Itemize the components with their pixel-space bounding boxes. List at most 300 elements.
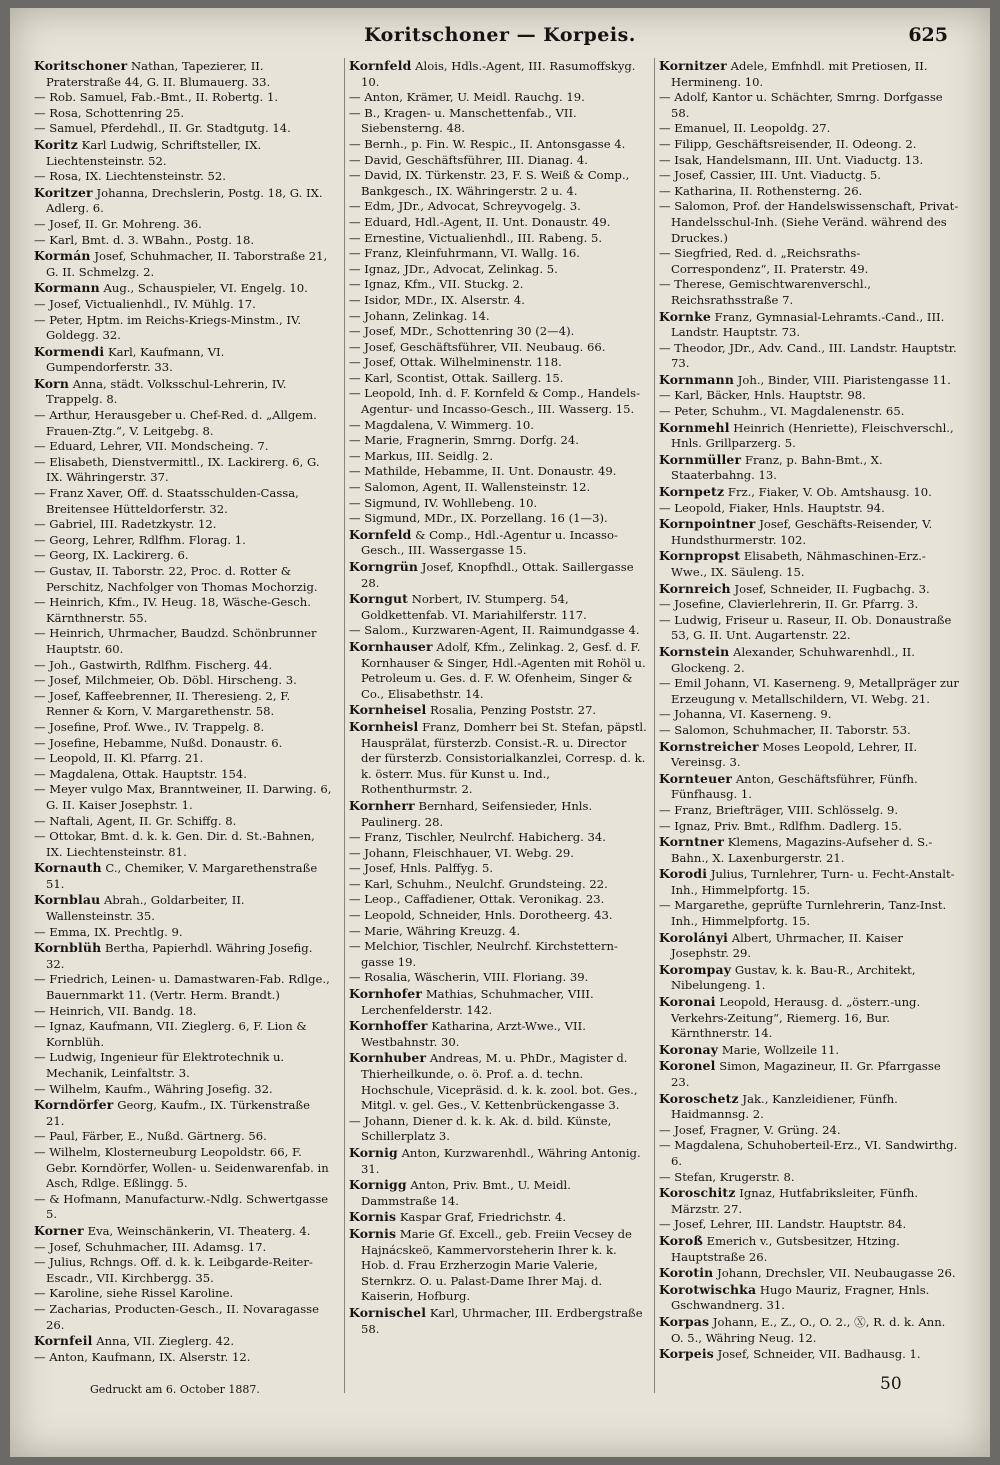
directory-entry — [349, 480, 647, 496]
entry-text: Ignaz, Hutfabriksleiter, Fünfh. Märzstr. 27. — [671, 1186, 919, 1216]
directory-entry — [34, 814, 332, 830]
directory-entry — [34, 1350, 332, 1366]
directory-entry — [349, 1114, 647, 1145]
directory-entry — [34, 1255, 332, 1286]
entry-text: — Marie, Fragnerin, Smrng. Dorfg. 24. — [349, 433, 579, 448]
directory-entry — [659, 137, 959, 153]
entry-text: — Peter, Hptm. im Reichs-Kriegs-Minstm., IV. Goldegg. 32. — [34, 312, 302, 343]
entry-text: Joh., Binder, VIII. Piaristengasse 11. — [737, 372, 951, 387]
directory-entry — [34, 1082, 332, 1098]
entry-text: — Franz, Tischler, Neulrchf. Habicherg. 34. — [349, 830, 606, 845]
directory-entry — [659, 994, 959, 1042]
directory-entry — [349, 702, 647, 719]
entry-surname: Korngrün — [349, 559, 419, 574]
directory-entry — [34, 517, 332, 533]
entry-surname: Kornstreicher — [659, 738, 759, 754]
entry-text: — Ignaz, Kfm., VII. Stuckg. 2. — [349, 277, 524, 292]
entry-text: — Leopold, Inh. d. F. Kornfeld & Comp., Handels-Agentur- und Incasso-Gesch., III. Wasserg. 15. — [349, 386, 640, 417]
entry-text: — Paul, Färber, E., Nußd. Gärtnerg. 56. — [34, 1129, 267, 1144]
entry-text: — Josef, Schuhmacher, III. Adamsg. 17. — [34, 1239, 267, 1254]
entry-text: Karl, Uhrmacher, III. Erdbergstraße 58. — [361, 1305, 643, 1336]
directory-entry — [659, 581, 959, 598]
entry-surname: Korompay — [659, 961, 732, 977]
entry-text: — Josef, Milchmeier, Ob. Döbl. Hirscheng. 3. — [34, 673, 297, 688]
directory-entry — [349, 719, 647, 798]
directory-entry — [659, 388, 959, 404]
directory-entry — [34, 121, 332, 137]
directory-entry — [349, 1050, 647, 1113]
directory-entry — [349, 449, 647, 465]
directory-page — [10, 8, 990, 1457]
entry-text: — Stefan, Krugerstr. 8. — [659, 1169, 795, 1184]
page-header — [10, 22, 990, 58]
entry-text: — Adolf, Kantor u. Schächter, Smrng. Dorfgasse 58. — [659, 90, 943, 120]
entry-surname: Korn — [34, 375, 70, 391]
directory-entry — [349, 892, 647, 908]
entry-surname: Kornmehl — [659, 419, 730, 435]
entry-text: — Rob. Samuel, Fab.-Bmt., II. Robertg. 1. — [34, 90, 279, 105]
directory-entry — [659, 501, 959, 517]
entry-surname: Kornpetz — [659, 484, 725, 500]
directory-entry — [659, 1314, 959, 1346]
entry-text: Hugo Mauriz, Fragner, Hnls. Gschwandnerg. 31. — [671, 1282, 930, 1313]
directory-entry — [659, 930, 959, 962]
directory-entry — [349, 908, 647, 924]
entry-text: Anton, Kurzwarenhdl., Währing Antonig. 31. — [361, 1145, 641, 1176]
directory-entry — [34, 58, 332, 90]
running-title: Koritschoner — Korpeis. — [364, 24, 636, 46]
directory-entry — [34, 455, 332, 486]
entry-text: Karl Ludwig, Schriftsteller, IX. Liechtensteinstr. 52. — [46, 137, 262, 168]
entry-text: Elisabeth, Nähmaschinen-Erz.-Wwe., IX. Säuleng. 15. — [671, 549, 926, 579]
entry-text: — Georg, Lehrer, Rdlfhm. Florag. 1. — [34, 532, 246, 547]
entry-text: — Katharina, II. Rothensterng. 26. — [659, 183, 863, 198]
entry-text: — Naftali, Agent, II. Gr. Schiffg. 8. — [34, 813, 237, 828]
directory-entry — [349, 939, 647, 970]
entry-surname: Koronai — [659, 994, 716, 1010]
entry-text: Andreas, M. u. PhDr., Magister d. Thierheilkunde, o. ö. Prof. a. d. techn. Hochschule, Vicepräsid. d. k. k. zool. bot. Ges., Mitgl. v. gel. Ges., V. Kettenbrückengasse 3. — [361, 1051, 638, 1113]
entry-surname: Kornis — [349, 1225, 397, 1241]
directory-entry — [349, 231, 647, 247]
directory-entry — [34, 1333, 332, 1350]
directory-entry — [349, 846, 647, 862]
directory-entry — [659, 739, 959, 771]
entry-surname: Kornherr — [349, 797, 415, 813]
entry-surname: Korndörfer — [34, 1097, 114, 1113]
directory-entry — [349, 153, 647, 169]
entry-text: — Josef, MDr., Schottenring 30 (2—4). — [349, 324, 575, 339]
entry-text: — Isidor, MDr., IX. Alserstr. 4. — [349, 292, 525, 307]
directory-entry — [659, 676, 959, 707]
directory-entry — [34, 689, 332, 720]
directory-entry — [349, 371, 647, 387]
directory-entry — [34, 106, 332, 122]
entry-surname: Kornfeld — [349, 58, 412, 73]
directory-entry — [34, 248, 332, 280]
entry-text: — Bernh., p. Fin. W. Respic., II. Antonsgasse 4. — [349, 136, 626, 151]
entry-text: Josef, Schneider, II. Fugbachg. 3. — [734, 581, 930, 596]
directory-entry — [659, 644, 959, 676]
entry-text: Josef, Schneider, VII. Badhausg. 1. — [717, 1347, 921, 1362]
entry-surname: Kornigg — [349, 1177, 407, 1193]
directory-entry — [34, 233, 332, 249]
entry-text: — Joh., Gastwirth, Rdlfhm. Fischerg. 44. — [34, 657, 273, 672]
entry-surname: Kornhoffer — [349, 1018, 428, 1034]
directory-entry — [349, 1226, 647, 1305]
entry-text: — Johann, Fleischhauer, VI. Webg. 29. — [349, 845, 574, 860]
directory-entry — [34, 280, 332, 297]
entry-surname: Kornreich — [659, 580, 731, 596]
entry-text: — Josef, Victualienhdl., IV. Mühlg. 17. — [34, 296, 256, 311]
directory-entry — [349, 639, 647, 702]
directory-entry — [34, 972, 332, 1003]
entry-text: — Anton, Kaufmann, IX. Alserstr. 12. — [34, 1349, 251, 1364]
entry-text: — David, IX. Türkenstr. 23, F. S. Weiß & Comp., Bankgesch., IX. Währingerstr. 2 u. 4. — [349, 168, 630, 198]
directory-entry — [659, 1265, 959, 1282]
entry-text: Karl, Kaufmann, VI. Gumpendorferstr. 33. — [46, 344, 225, 375]
directory-entry — [659, 90, 959, 121]
directory-entry — [349, 90, 647, 106]
directory-entry — [349, 1209, 647, 1226]
column-1 — [34, 58, 332, 1365]
directory-entry — [34, 90, 332, 106]
entry-surname: Koritschoner — [34, 58, 128, 73]
directory-entry — [659, 1282, 959, 1314]
entry-text: — Karoline, siehe Rissel Karoline. — [34, 1286, 234, 1301]
directory-entry — [34, 1050, 332, 1081]
directory-entry — [349, 527, 647, 559]
directory-entry — [349, 58, 647, 90]
entry-surname: Korolányi — [659, 929, 729, 945]
entry-text: — Franz Xaver, Off. d. Staatsschulden-Cassa, Breitensee Hütteldorferstr. 32. — [34, 486, 299, 516]
directory-entry — [34, 751, 332, 767]
entry-surname: Kornhauser — [349, 638, 433, 654]
directory-entry — [34, 658, 332, 674]
entry-text: Gustav, k. k. Bau-R., Architekt, Nibelungeng. 1. — [671, 962, 916, 993]
entry-text: Josef, Geschäfts-Reisender, V. Hundsthurmerstr. 102. — [671, 517, 933, 547]
entry-text: — Ludwig, Friseur u. Raseur, II. Ob. Donaustraße 53, G. II. Unt. Augartenstr. 22. — [659, 612, 952, 643]
entry-text: Josef, Schuhmacher, II. Taborstraße 21, G. II. Schmelzg. 2. — [46, 249, 328, 279]
directory-entry — [349, 418, 647, 434]
entry-text: — Franz, Briefträger, VIII. Schlösselg. 9. — [659, 802, 899, 817]
entry-text: Franz, Gymnasial-Lehramts.-Cand., III. Landstr. Hauptstr. 73. — [671, 309, 945, 340]
entry-surname: Kornpropst — [659, 548, 741, 564]
entry-text: Marie, Wollzeile 11. — [721, 1042, 840, 1057]
entry-text: — Karl, Scontist, Ottak. Saillerg. 15. — [349, 370, 564, 385]
entry-text: — Filipp, Geschäftsreisender, II. Odeong. 2. — [659, 136, 917, 151]
entry-text: Anton, Priv. Bmt., U. Meidl. Dammstraße 14. — [361, 1178, 571, 1208]
directory-entry — [34, 892, 332, 924]
entry-text: — Josef, Geschäftsführer, VII. Neubaug. 66. — [349, 339, 606, 354]
directory-entry — [349, 168, 647, 199]
entry-text: — Meyer vulgo Max, Branntweiner, II. Darwing. 6, G. II. Kaiser Josephstr. 1. — [34, 782, 332, 812]
entry-text: — Josef, Kaffeebrenner, II. Theresieng. 2, F. Renner & Korn, V. Margarethenstr. 58. — [34, 688, 291, 719]
print-date: Gedruckt am 6. October 1887. — [90, 1383, 260, 1396]
directory-entry — [349, 137, 647, 153]
entry-text: — Mathilde, Hebamme, II. Unt. Donaustr. 49. — [349, 464, 617, 479]
directory-entry — [34, 829, 332, 860]
entry-text: — Anton, Krämer, U. Meidl. Rauchg. 19. — [349, 90, 585, 105]
entry-text: — Johann, Diener d. k. k. Ak. d. bild. Künste, Schillerplatz 3. — [349, 1113, 612, 1144]
directory-entry — [34, 564, 332, 595]
directory-entry — [659, 246, 959, 277]
entry-text: Moses Leopold, Lehrer, II. Vereinsg. 3. — [671, 739, 918, 770]
entry-text: — Ernestine, Victualienhdl., III. Rabeng. 5. — [349, 230, 603, 245]
entry-text: — Josef, Cassier, III. Unt. Viaductg. 5. — [659, 168, 881, 183]
directory-entry — [34, 782, 332, 813]
directory-entry — [659, 1217, 959, 1233]
entry-surname: Kornmann — [659, 371, 735, 387]
directory-entry — [34, 217, 332, 233]
directory-entry — [34, 1302, 332, 1333]
entry-surname: Koritz — [34, 136, 78, 152]
directory-entry — [659, 1346, 959, 1363]
directory-entry — [34, 1004, 332, 1020]
directory-entry — [659, 1138, 959, 1169]
directory-entry — [34, 486, 332, 517]
directory-entry — [659, 452, 959, 484]
entry-surname: Kornblüh — [34, 940, 102, 956]
directory-entry — [349, 293, 647, 309]
entry-surname: Kornauth — [34, 860, 102, 876]
entry-surname: Kormann — [34, 280, 100, 296]
entry-text: — Magdalena, Schuhoberteil-Erz., VI. Sandwirthg. 6. — [659, 1138, 958, 1168]
directory-entry — [349, 1145, 647, 1177]
entry-text: — Theodor, JDr., Adv. Cand., III. Landstr. Hauptstr. 73. — [659, 340, 957, 371]
directory-entry — [659, 341, 959, 372]
directory-entry — [34, 626, 332, 657]
directory-entry — [659, 771, 959, 803]
entry-text: — Heinrich, Kfm., IV. Heug. 18, Wäsche-Gesch. Kärnthnerstr. 55. — [34, 595, 311, 625]
entry-text: Rosalia, Penzing Poststr. 27. — [430, 703, 597, 718]
directory-entry — [349, 798, 647, 830]
directory-entry — [34, 548, 332, 564]
entry-text: Leopold, Herausg. d. „österr.-ung. Verkehrs-Zeitung“, Riemerg. 16, Bur. Kärnthnerstr. 14. — [671, 995, 921, 1041]
entry-surname: Kornteuer — [659, 770, 733, 786]
directory-entry — [34, 673, 332, 689]
entry-text: Anna, städt. Volksschul-Lehrerin, IV. Trappelg. 8. — [46, 376, 287, 407]
directory-entry — [349, 1177, 647, 1209]
directory-entry — [659, 199, 959, 246]
directory-entry — [659, 1233, 959, 1265]
directory-entry — [349, 924, 647, 940]
directory-entry — [34, 1240, 332, 1256]
entry-text: — Salomon, Schuhmacher, II. Taborstr. 53. — [659, 722, 911, 737]
directory-entry — [34, 533, 332, 549]
entry-text: — Siegfried, Red. d. „Reichsraths-Correspondenz“, II. Praterstr. 49. — [659, 246, 869, 276]
entry-text: — Leopold, Fiaker, Hnls. Hauptstr. 94. — [659, 500, 885, 515]
directory-entry — [349, 877, 647, 893]
entry-text: Julius, Turnlehrer, Turn- u. Fecht-Anstalt-Inh., Himmelpfortg. 15. — [671, 867, 955, 897]
directory-entry — [659, 1091, 959, 1123]
directory-entry — [34, 439, 332, 455]
entry-text: — Emma, IX. Prechtlg. 9. — [34, 924, 183, 939]
entry-text: — Ignaz, Kaufmann, VII. Zieglerg. 6, F. Lion & Kornblüh. — [34, 1019, 307, 1049]
directory-entry — [349, 246, 647, 262]
entry-text: — Samuel, Pferdehdl., II. Gr. Stadtgutg. 14. — [34, 121, 291, 136]
directory-entry — [34, 408, 332, 439]
entry-text: — Leopold, II. Kl. Pfarrg. 21. — [34, 751, 204, 766]
entry-text: — Emil Johann, VI. Kaserneng. 9, Metallpräger zur Erzeugung v. Metallschildern, VI. Webg. 21. — [659, 676, 959, 706]
entry-text: — Sigmund, MDr., IX. Porzellang. 16 (1—3). — [349, 511, 608, 526]
entry-text: Nathan, Tapezierer, II. Praterstraße 44, G. II. Blumauerg. 33. — [46, 59, 271, 89]
entry-surname: Koroschitz — [659, 1185, 736, 1201]
directory-entry — [34, 1223, 332, 1240]
entry-text: Johann, E., Z., O., O. 2., Ⓧ, R. d. k. Ann. O. 5., Währing Neug. 12. — [671, 1314, 946, 1345]
entry-text: — Josef, Fragner, V. Grüng. 24. — [659, 1122, 841, 1137]
directory-entry — [34, 185, 332, 217]
entry-surname: Kornfeil — [34, 1333, 93, 1349]
entry-surname: Kornhofer — [349, 986, 423, 1002]
directory-entry — [34, 169, 332, 185]
entry-text: — Heinrich, VII. Bandg. 18. — [34, 1003, 197, 1018]
entry-text: Marie Gf. Excell., geb. Freiin Vecsey de Hajnácskeö, Kammervorsteherin Ihrer k. k. Hob. d. Frau Erzherzogin Marie Valerie, Sternkrz. O. u. Palast-Dame Ihrer Maj. d. Kaiserin, Hofburg. — [361, 1226, 632, 1304]
entry-text: Aug., Schauspieler, VI. Engelg. 10. — [103, 281, 308, 296]
entry-text: Josef, Knopfhdl., Ottak. Saillergasse 28. — [361, 560, 634, 590]
entry-text: — Karl, Schuhm., Neulchf. Grundsteing. 22. — [349, 876, 608, 891]
entry-surname: Kornheisel — [349, 702, 427, 718]
entry-text: Katharina, Arzt-Wwe., VII. Westbahnstr. 30. — [361, 1019, 586, 1049]
directory-entry — [659, 819, 959, 835]
directory-entry — [349, 623, 647, 639]
directory-entry — [349, 433, 647, 449]
entry-surname: Kornheisl — [349, 718, 419, 734]
entry-text: — Wilhelm, Klosterneuburg Leopoldstr. 66, F. Gebr. Korndörfer, Wollen- u. Seidenwarenfab. in Asch, Rdlge. Eßlingg. 5. — [34, 1144, 329, 1191]
directory-entry — [659, 516, 959, 548]
entry-text: Bertha, Papierhdl. Währing Josefig. 32. — [46, 941, 313, 971]
entry-text: — Salomon, Agent, II. Wallensteinstr. 12. — [349, 480, 591, 495]
column-3 — [654, 58, 959, 1393]
entry-text: — Karl, Bmt. d. 3. WBahn., Postg. 18. — [34, 232, 255, 247]
entry-text: — Therese, Gemischtwarenverschl., Reichsrathsstraße 7. — [659, 277, 871, 307]
entry-surname: Kormendi — [34, 343, 105, 359]
entry-surname: Korodi — [659, 866, 708, 882]
entry-text: Kaspar Graf, Friedrichstr. 4. — [399, 1210, 567, 1225]
directory-entry — [349, 324, 647, 340]
entry-text: — Magdalena, V. Wimmerg. 10. — [349, 417, 534, 432]
directory-entry — [34, 1019, 332, 1050]
entry-text: — Friedrich, Leinen- u. Damastwaren-Fab. Rdlge., Bauernmarkt 11. (Vertr. Herm. Brandt.) — [34, 972, 330, 1003]
entry-text: Bernhard, Seifensieder, Hnls. Paulinerg. 28. — [361, 798, 593, 829]
entry-surname: Koroschetz — [659, 1090, 739, 1106]
directory-entry — [659, 420, 959, 452]
directory-entry — [349, 496, 647, 512]
entry-surname: Korngut — [349, 591, 409, 607]
directory-entry — [659, 309, 959, 341]
directory-entry — [659, 484, 959, 501]
entry-text: — Julius, Rchngs. Off. d. k. k. Leibgarde-Reiter-Escadr., VII. Kirchbergg. 35. — [34, 1255, 313, 1285]
entry-text: — Magdalena, Ottak. Hauptstr. 154. — [34, 766, 247, 781]
entry-text: — Emanuel, II. Leopoldg. 27. — [659, 121, 831, 136]
signature-mark: 50 — [880, 1374, 902, 1394]
directory-entry — [349, 309, 647, 325]
entry-text: — Wilhelm, Kaufm., Währing Josefig. 32. — [34, 1081, 273, 1096]
directory-entry — [659, 277, 959, 308]
directory-entry — [349, 464, 647, 480]
entry-surname: Kornischel — [349, 1304, 427, 1320]
directory-entry — [659, 898, 959, 929]
entry-text: Anton, Geschäftsführer, Fünfh. Fünfhausg. 1. — [671, 771, 918, 802]
entry-surname: Kornblau — [34, 892, 101, 908]
directory-entry — [34, 1192, 332, 1223]
entry-text: — Edm, JDr., Advocat, Schreyvogelg. 3. — [349, 199, 581, 214]
directory-entry — [659, 404, 959, 420]
directory-entry — [349, 970, 647, 986]
entry-text: Simon, Magazineur, II. Gr. Pfarrgasse 23. — [671, 1059, 941, 1089]
directory-entry — [349, 355, 647, 371]
entry-text: — Gustav, II. Taborstr. 22, Proc. d. Rotter & Perschitz, Nachfolger von Thomas Mochorzig. — [34, 564, 318, 594]
entry-surname: Korotin — [659, 1265, 714, 1281]
entry-text: — Josefine, Prof. Wwe., IV. Trappelg. 8. — [34, 719, 265, 734]
directory-entry — [34, 595, 332, 626]
entry-text: Emerich v., Gutsbesitzer, Htzing. Hauptstraße 26. — [671, 1233, 900, 1264]
directory-entry — [659, 1123, 959, 1139]
entry-text: — Sigmund, IV. Wohllebeng. 10. — [349, 495, 538, 510]
entry-text: & Comp., Hdl.-Agentur u. Incasso-Gesch., III. Wassergasse 15. — [361, 527, 618, 558]
directory-entry — [659, 1185, 959, 1217]
directory-entry — [659, 184, 959, 200]
entry-text: C., Chemiker, V. Margarethenstraße 51. — [46, 861, 318, 891]
entry-text: — Rosa, IX. Liechtensteinstr. 52. — [34, 169, 226, 184]
entry-text: — Zacharias, Producten-Gesch., II. Novaragasse 26. — [34, 1301, 319, 1332]
entry-text: — Ottokar, Bmt. d. k. k. Gen. Dir. d. St.-Bahnen, IX. Liechtensteinstr. 81. — [34, 829, 315, 859]
entry-surname: Kornmüller — [659, 451, 742, 467]
entry-text: — Karl, Bäcker, Hnls. Hauptstr. 98. — [659, 388, 866, 403]
entry-text: Franz, p. Bahn-Bmt., X. Staaterbahng. 13. — [671, 452, 883, 483]
directory-entry — [34, 1286, 332, 1302]
directory-entry — [349, 262, 647, 278]
entry-surname: Kornis — [349, 1209, 397, 1225]
entry-text: — Josef, Ottak. Wilhelminenstr. 118. — [349, 355, 562, 370]
directory-entry — [34, 736, 332, 752]
entry-text: Klemens, Magazins-Aufseher d. S.-Bahn., X. Laxenburgerstr. 21. — [671, 835, 933, 865]
directory-entry — [34, 767, 332, 783]
entry-text: Johanna, Drechslerin, Postg. 18, G. IX. Adlerg. 6. — [46, 185, 323, 216]
entry-text: — Elisabeth, Dienstvermittl., IX. Lackirerg. 6, G. IX. Währingerstr. 37. — [34, 454, 320, 485]
entry-surname: Koroß — [659, 1232, 703, 1248]
entry-text: Norbert, IV. Stumperg. 54, Goldkettenfab. VI. Mariahilferstr. 117. — [361, 592, 587, 622]
entry-text: Georg, Kaufm., IX. Türkenstraße 21. — [46, 1098, 310, 1128]
entry-text: Alexander, Schuhwarenhdl., II. Glockeng. 2. — [671, 644, 915, 675]
entry-surname: Korpas — [659, 1313, 710, 1329]
directory-entry — [659, 372, 959, 389]
directory-entry — [659, 153, 959, 169]
entry-text: — Eduard, Hdl.-Agent, II. Unt. Donaustr. 49. — [349, 214, 611, 229]
directory-entry — [659, 803, 959, 819]
entry-surname: Koritzer — [34, 184, 93, 200]
entry-surname: Kornpointner — [659, 516, 756, 532]
entry-surname: Kornhuber — [349, 1050, 427, 1066]
entry-text: Albert, Uhrmacher, II. Kaiser Josephstr. 29. — [671, 930, 903, 961]
entry-text: — Arthur, Herausgeber u. Chef-Red. d. „Allgem. Frauen-Ztg.“, V. Leitgebg. 8. — [34, 408, 317, 438]
directory-entry — [34, 137, 332, 169]
entry-text: — Peter, Schuhm., VI. Magdalenenstr. 65. — [659, 404, 905, 419]
entry-text: — Rosa, Schottenring 25. — [34, 105, 185, 120]
entry-text: — & Hofmann, Manufacturw.-Ndlg. Schwertgasse 5. — [34, 1191, 329, 1222]
directory-entry — [349, 986, 647, 1018]
entry-text: Franz, Domherr bei St. Stefan, päpstl. Hausprälat, fürsterzb. Consist.-R. u. Director der fürsterzb. Consistorialkanzlei, Corresp. d. k. k. österr. Mus. für Kunst u. Ind., Rothenthurmstr. 2. — [361, 719, 647, 797]
entry-surname: Korntner — [659, 834, 725, 850]
entry-surname: Kornfeld — [349, 526, 412, 542]
directory-entry — [349, 199, 647, 215]
directory-entry — [659, 723, 959, 739]
directory-entry — [34, 313, 332, 344]
entry-text: — Josef, Lehrer, III. Landstr. Hauptstr. 84. — [659, 1217, 907, 1232]
directory-entry — [34, 1129, 332, 1145]
directory-entry — [659, 834, 959, 866]
entry-text: — Georg, IX. Lackirerg. 6. — [34, 548, 189, 563]
directory-entry — [659, 962, 959, 994]
